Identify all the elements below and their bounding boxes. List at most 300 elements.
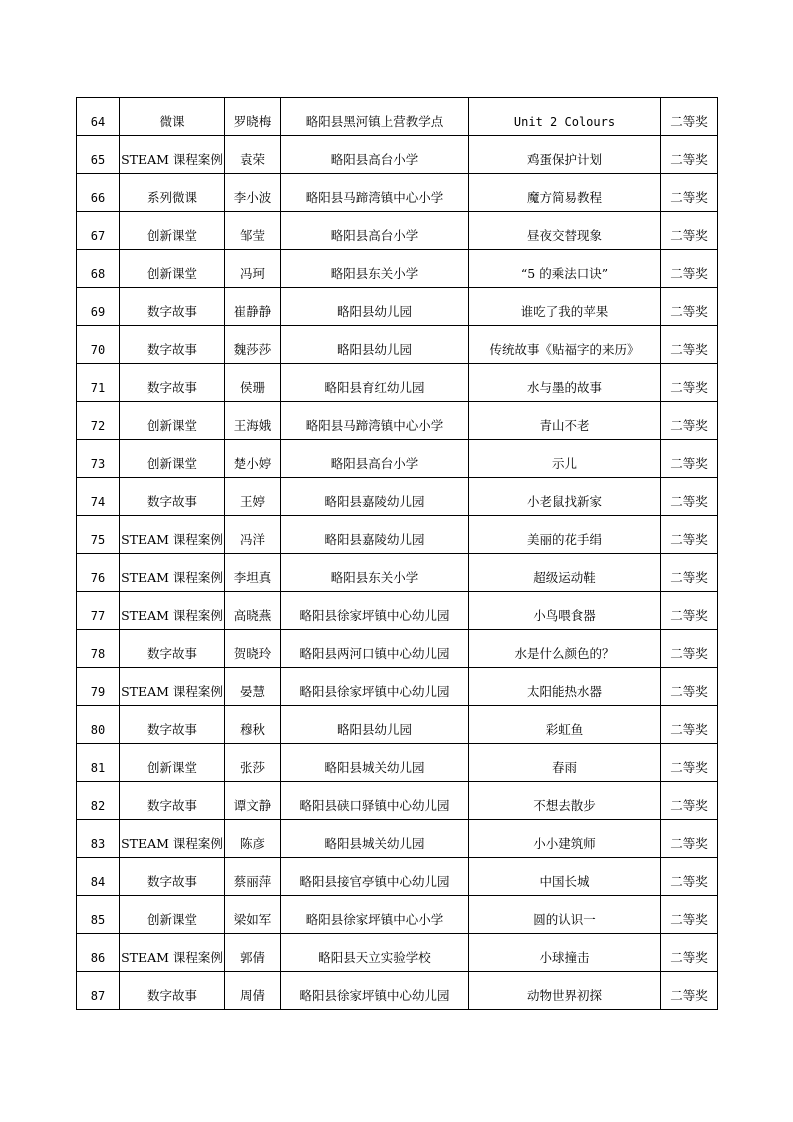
cell-award [661, 516, 718, 554]
table-row [77, 668, 718, 706]
cell-work-title [469, 250, 661, 288]
table-row [77, 402, 718, 440]
cell-work-title [469, 326, 661, 364]
cell-award-text: 二等奖 [670, 342, 708, 357]
cell-school [281, 744, 469, 782]
cell-school [281, 478, 469, 516]
cell-author-name-text: 谭文静 [233, 798, 272, 813]
cell-school-text: 略阳县徐家坪镇中心幼儿园 [299, 988, 450, 1003]
cell-school-text: 略阳县幼儿园 [336, 722, 412, 737]
cell-school-text: 略阳县东关小学 [330, 570, 419, 585]
cell-number-text: 80 [90, 723, 106, 737]
cell-number [77, 98, 120, 136]
cell-award-text: 二等奖 [670, 798, 708, 813]
cell-school-text: 略阳县高台小学 [330, 152, 419, 167]
cell-category-text: 数字故事 [146, 874, 197, 889]
cell-award [661, 212, 718, 250]
cell-number [77, 364, 120, 402]
cell-author-name-text: 周倩 [239, 988, 265, 1003]
cell-work-title [469, 136, 661, 174]
cell-work-title-text: 超级运动鞋 [533, 570, 596, 585]
cell-school [281, 630, 469, 668]
table-row [77, 516, 718, 554]
cell-category [120, 174, 225, 212]
cell-author-name [225, 440, 281, 478]
cell-author-name-text: 楚小婷 [233, 456, 272, 471]
cell-category-text: 数字故事 [146, 494, 197, 509]
cell-school [281, 554, 469, 592]
table-row [77, 972, 718, 1010]
cell-category [120, 668, 225, 706]
cell-work-title [469, 934, 661, 972]
cell-author-name-text: 王婷 [239, 494, 265, 509]
cell-number [77, 326, 120, 364]
cell-award-text: 二等奖 [670, 874, 708, 889]
cell-work-title [469, 592, 661, 630]
cell-school [281, 440, 469, 478]
cell-school [281, 972, 469, 1010]
cell-author-name-text: 罗晓梅 [233, 114, 272, 129]
cell-number [77, 402, 120, 440]
cell-author-name [225, 174, 281, 212]
cell-category-text: STEAM 课程案例 [121, 570, 223, 585]
cell-work-title [469, 630, 661, 668]
cell-number [77, 554, 120, 592]
cell-work-title [469, 706, 661, 744]
cell-number [77, 440, 120, 478]
cell-school [281, 288, 469, 326]
table-row [77, 820, 718, 858]
cell-school-text: 略阳县幼儿园 [336, 342, 412, 357]
cell-award-text: 二等奖 [670, 494, 708, 509]
cell-award-text: 二等奖 [670, 570, 708, 585]
cell-author-name [225, 972, 281, 1010]
cell-work-title-text: 小小建筑师 [533, 836, 596, 851]
cell-category [120, 972, 225, 1010]
cell-category [120, 364, 225, 402]
cell-number [77, 174, 120, 212]
cell-number [77, 592, 120, 630]
cell-school-text: 略阳县马蹄湾镇中心小学 [305, 190, 444, 205]
cell-work-title [469, 516, 661, 554]
cell-author-name [225, 250, 281, 288]
cell-work-title-text: 小鸟喂食器 [533, 608, 596, 623]
cell-number-text: 76 [90, 571, 106, 585]
cell-award-text: 二等奖 [670, 684, 708, 699]
cell-author-name-text: 冯珂 [239, 266, 265, 281]
cell-category-text: 数字故事 [146, 798, 197, 813]
cell-award [661, 288, 718, 326]
cell-category-text: 数字故事 [146, 380, 197, 395]
cell-school-text: 略阳县徐家坪镇中心小学 [305, 912, 444, 927]
cell-award [661, 934, 718, 972]
cell-category [120, 744, 225, 782]
cell-author-name-text: 冯洋 [239, 532, 265, 547]
cell-category-text: STEAM 课程案例 [121, 608, 223, 623]
cell-category [120, 516, 225, 554]
cell-work-title-text: 圆的认识一 [533, 912, 596, 927]
cell-number [77, 516, 120, 554]
cell-category-text: 数字故事 [146, 988, 197, 1003]
cell-work-title-text: 传统故事《贴福字的来历》 [489, 342, 640, 357]
table-row [77, 592, 718, 630]
table-row [77, 136, 718, 174]
cell-school [281, 326, 469, 364]
cell-award [661, 440, 718, 478]
cell-award [661, 592, 718, 630]
cell-school [281, 934, 469, 972]
table-row [77, 364, 718, 402]
table-row [77, 858, 718, 896]
cell-award [661, 896, 718, 934]
cell-category-text: 数字故事 [146, 722, 197, 737]
cell-school [281, 516, 469, 554]
cell-work-title-text: 谁吃了我的苹果 [520, 304, 609, 319]
cell-author-name-text: 贺晓玲 [233, 646, 272, 661]
cell-number [77, 212, 120, 250]
cell-award [661, 402, 718, 440]
cell-category [120, 98, 225, 136]
cell-award-text: 二等奖 [670, 190, 708, 205]
cell-number-text: 77 [90, 609, 106, 623]
cell-category-text: STEAM 课程案例 [121, 950, 223, 965]
cell-number [77, 288, 120, 326]
cell-award-text: 二等奖 [670, 266, 708, 281]
cell-category [120, 592, 225, 630]
cell-category [120, 288, 225, 326]
table-row [77, 440, 718, 478]
cell-author-name [225, 478, 281, 516]
cell-work-title-text: 小球撞击 [539, 950, 590, 965]
cell-school [281, 668, 469, 706]
cell-author-name-text: 张莎 [239, 760, 265, 775]
table-row [77, 326, 718, 364]
cell-author-name-text: 王海娥 [233, 418, 272, 433]
cell-category-text: 创新课堂 [146, 228, 197, 243]
cell-number-text: 75 [90, 533, 106, 547]
cell-work-title-text: 昼夜交替现象 [526, 228, 602, 243]
cell-school [281, 820, 469, 858]
cell-number [77, 250, 120, 288]
cell-school-text: 略阳县接官亭镇中心幼儿园 [299, 874, 450, 889]
cell-category-text: 创新课堂 [146, 266, 197, 281]
cell-category [120, 934, 225, 972]
cell-school [281, 402, 469, 440]
cell-school-text: 略阳县城关幼儿园 [324, 836, 425, 851]
cell-number [77, 972, 120, 1010]
cell-award-text: 二等奖 [670, 950, 708, 965]
cell-number-text: 68 [90, 267, 106, 281]
cell-award [661, 98, 718, 136]
cell-award-text: 二等奖 [670, 114, 708, 129]
cell-school-text: 略阳县黑河镇上营教学点 [305, 114, 444, 129]
cell-award-text: 二等奖 [670, 608, 708, 623]
cell-author-name [225, 706, 281, 744]
cell-number [77, 478, 120, 516]
cell-award-text: 二等奖 [670, 456, 708, 471]
cell-number-text: 84 [90, 875, 106, 889]
cell-award-text: 二等奖 [670, 380, 708, 395]
table-row [77, 896, 718, 934]
cell-number [77, 820, 120, 858]
cell-author-name-text: 晏慧 [239, 684, 265, 699]
cell-award-text: 二等奖 [670, 988, 708, 1003]
table-row [77, 174, 718, 212]
cell-author-name [225, 896, 281, 934]
cell-work-title [469, 98, 661, 136]
cell-work-title [469, 820, 661, 858]
cell-award [661, 858, 718, 896]
cell-author-name-text: 郭倩 [239, 950, 265, 965]
cell-award-text: 二等奖 [670, 418, 708, 433]
cell-work-title-text: 美丽的花手绢 [526, 532, 602, 547]
cell-award-text: 二等奖 [670, 228, 708, 243]
cell-category [120, 440, 225, 478]
cell-number [77, 858, 120, 896]
cell-number-text: 86 [90, 951, 106, 965]
cell-work-title [469, 668, 661, 706]
cell-author-name [225, 934, 281, 972]
cell-award-text: 二等奖 [670, 304, 708, 319]
cell-number-text: 70 [90, 343, 106, 357]
cell-author-name [225, 782, 281, 820]
cell-award-text: 二等奖 [670, 836, 708, 851]
cell-number-text: 79 [90, 685, 106, 699]
cell-school-text: 略阳县高台小学 [330, 228, 419, 243]
cell-award [661, 820, 718, 858]
cell-category [120, 250, 225, 288]
cell-work-title-text: 示儿 [551, 456, 577, 471]
table-row [77, 630, 718, 668]
cell-number-text: 71 [90, 381, 106, 395]
cell-number [77, 934, 120, 972]
table-row [77, 554, 718, 592]
cell-number-text: 78 [90, 647, 106, 661]
cell-award-text: 二等奖 [670, 532, 708, 547]
cell-category-text: STEAM 课程案例 [121, 684, 223, 699]
cell-award-text: 二等奖 [670, 722, 708, 737]
cell-school [281, 98, 469, 136]
cell-award [661, 136, 718, 174]
cell-award [661, 782, 718, 820]
awards-table [76, 97, 718, 1010]
cell-school-text: 略阳县高台小学 [330, 456, 419, 471]
cell-work-title [469, 972, 661, 1010]
cell-category [120, 212, 225, 250]
cell-school [281, 858, 469, 896]
cell-category-text: 创新课堂 [146, 912, 197, 927]
cell-number-text: 69 [90, 305, 106, 319]
cell-author-name-text: 邹莹 [239, 228, 265, 243]
cell-number [77, 630, 120, 668]
cell-number-text: 82 [90, 799, 106, 813]
cell-work-title-text: 中国长城 [539, 874, 590, 889]
cell-author-name-text: 侯珊 [239, 380, 265, 395]
awards-table-body [77, 98, 718, 1010]
cell-author-name-text: 蔡丽萍 [233, 874, 272, 889]
cell-category [120, 858, 225, 896]
cell-award [661, 174, 718, 212]
cell-number [77, 744, 120, 782]
cell-school-text: 略阳县育红幼儿园 [324, 380, 425, 395]
cell-number-text: 74 [90, 495, 106, 509]
cell-author-name [225, 402, 281, 440]
cell-author-name [225, 630, 281, 668]
cell-author-name-text: 高晓燕 [233, 608, 272, 623]
table-row [77, 706, 718, 744]
table-row [77, 934, 718, 972]
cell-author-name [225, 554, 281, 592]
cell-work-title [469, 554, 661, 592]
cell-school [281, 364, 469, 402]
cell-number-text: 73 [90, 457, 106, 471]
cell-work-title-text: 魔方简易教程 [526, 190, 602, 205]
cell-number-text: 65 [90, 153, 106, 167]
cell-category-text: 创新课堂 [146, 456, 197, 471]
cell-school-text: 略阳县硖口驿镇中心幼儿园 [299, 798, 450, 813]
cell-work-title [469, 174, 661, 212]
cell-author-name [225, 592, 281, 630]
cell-author-name [225, 744, 281, 782]
cell-work-title-text: 彩虹鱼 [545, 722, 584, 737]
cell-school [281, 174, 469, 212]
table-row [77, 744, 718, 782]
cell-work-title [469, 288, 661, 326]
cell-award [661, 744, 718, 782]
cell-work-title-text: 动物世界初探 [526, 988, 602, 1003]
cell-category-text: 创新课堂 [146, 760, 197, 775]
cell-school-text: 略阳县天立实验学校 [318, 950, 431, 965]
cell-category [120, 136, 225, 174]
cell-work-title-text: 小老鼠找新家 [526, 494, 602, 509]
table-row [77, 288, 718, 326]
cell-number [77, 668, 120, 706]
cell-number [77, 136, 120, 174]
cell-school-text: 略阳县两河口镇中心幼儿园 [299, 646, 450, 661]
cell-school [281, 136, 469, 174]
cell-category [120, 706, 225, 744]
cell-author-name-text: 梁如军 [233, 912, 272, 927]
cell-work-title-text: 不想去散步 [533, 798, 596, 813]
cell-work-title [469, 782, 661, 820]
cell-author-name [225, 668, 281, 706]
cell-work-title [469, 402, 661, 440]
cell-work-title [469, 440, 661, 478]
cell-author-name [225, 516, 281, 554]
cell-work-title [469, 212, 661, 250]
cell-school-text: 略阳县幼儿园 [336, 304, 412, 319]
cell-school-text: 略阳县嘉陵幼儿园 [324, 532, 425, 547]
table-row [77, 98, 718, 136]
cell-work-title-text: 春雨 [551, 760, 577, 775]
cell-work-title-text: 太阳能热水器 [526, 684, 602, 699]
cell-category [120, 896, 225, 934]
cell-school [281, 250, 469, 288]
cell-award-text: 二等奖 [670, 152, 708, 167]
cell-author-name-text: 穆秋 [239, 722, 265, 737]
cell-number-text: 85 [90, 913, 106, 927]
cell-author-name-text: 袁荣 [239, 152, 265, 167]
cell-school [281, 592, 469, 630]
cell-author-name [225, 326, 281, 364]
cell-school-text: 略阳县马蹄湾镇中心小学 [305, 418, 444, 433]
table-row [77, 782, 718, 820]
table-row [77, 250, 718, 288]
cell-author-name-text: 魏莎莎 [233, 342, 272, 357]
cell-category-text: STEAM 课程案例 [121, 532, 223, 547]
cell-school-text: 略阳县徐家坪镇中心幼儿园 [299, 684, 450, 699]
cell-category-text: 微课 [159, 114, 185, 129]
cell-work-title-text: 水是什么颜色的？ [514, 646, 615, 661]
cell-number-text: 67 [90, 229, 106, 243]
cell-award-text: 二等奖 [670, 912, 708, 927]
cell-award [661, 364, 718, 402]
cell-school-text: 略阳县嘉陵幼儿园 [324, 494, 425, 509]
cell-award [661, 706, 718, 744]
cell-category-text: 数字故事 [146, 342, 197, 357]
table-row [77, 478, 718, 516]
cell-category [120, 402, 225, 440]
cell-category [120, 478, 225, 516]
cell-award-text: 二等奖 [670, 646, 708, 661]
cell-school [281, 212, 469, 250]
cell-school [281, 896, 469, 934]
cell-school [281, 706, 469, 744]
cell-author-name-text: 李坦真 [233, 570, 272, 585]
cell-author-name-text: 陈彦 [239, 836, 265, 851]
cell-category-text: 系列微课 [146, 190, 197, 205]
cell-work-title-text: “5 的乘法口诀” [520, 266, 609, 281]
cell-category-text: STEAM 课程案例 [121, 836, 223, 851]
cell-category [120, 630, 225, 668]
cell-work-title [469, 858, 661, 896]
cell-work-title [469, 744, 661, 782]
cell-author-name [225, 364, 281, 402]
cell-category [120, 326, 225, 364]
cell-author-name [225, 820, 281, 858]
cell-school-text: 略阳县东关小学 [330, 266, 419, 281]
cell-number-text: 87 [90, 989, 106, 1003]
cell-number-text: 81 [90, 761, 106, 775]
cell-category-text: 数字故事 [146, 304, 197, 319]
cell-work-title [469, 364, 661, 402]
cell-award [661, 630, 718, 668]
cell-number [77, 706, 120, 744]
cell-work-title [469, 896, 661, 934]
cell-number-text: 72 [90, 419, 106, 433]
cell-category-text: STEAM 课程案例 [121, 152, 223, 167]
cell-author-name-text: 崔静静 [233, 304, 272, 319]
cell-author-name [225, 858, 281, 896]
cell-award [661, 668, 718, 706]
cell-school [281, 782, 469, 820]
cell-category [120, 782, 225, 820]
cell-work-title-text: 鸡蛋保护计划 [526, 152, 602, 167]
cell-award [661, 554, 718, 592]
cell-number-text: 66 [90, 191, 106, 205]
cell-number-text: 83 [90, 837, 106, 851]
cell-award-text: 二等奖 [670, 760, 708, 775]
cell-award [661, 972, 718, 1010]
cell-category-text: 创新课堂 [146, 418, 197, 433]
cell-category-text: 数字故事 [146, 646, 197, 661]
cell-number-text: 64 [90, 115, 106, 129]
cell-award [661, 250, 718, 288]
cell-school-text: 略阳县徐家坪镇中心幼儿园 [299, 608, 450, 623]
cell-category [120, 554, 225, 592]
cell-school-text: 略阳县城关幼儿园 [324, 760, 425, 775]
cell-author-name-text: 李小波 [233, 190, 272, 205]
